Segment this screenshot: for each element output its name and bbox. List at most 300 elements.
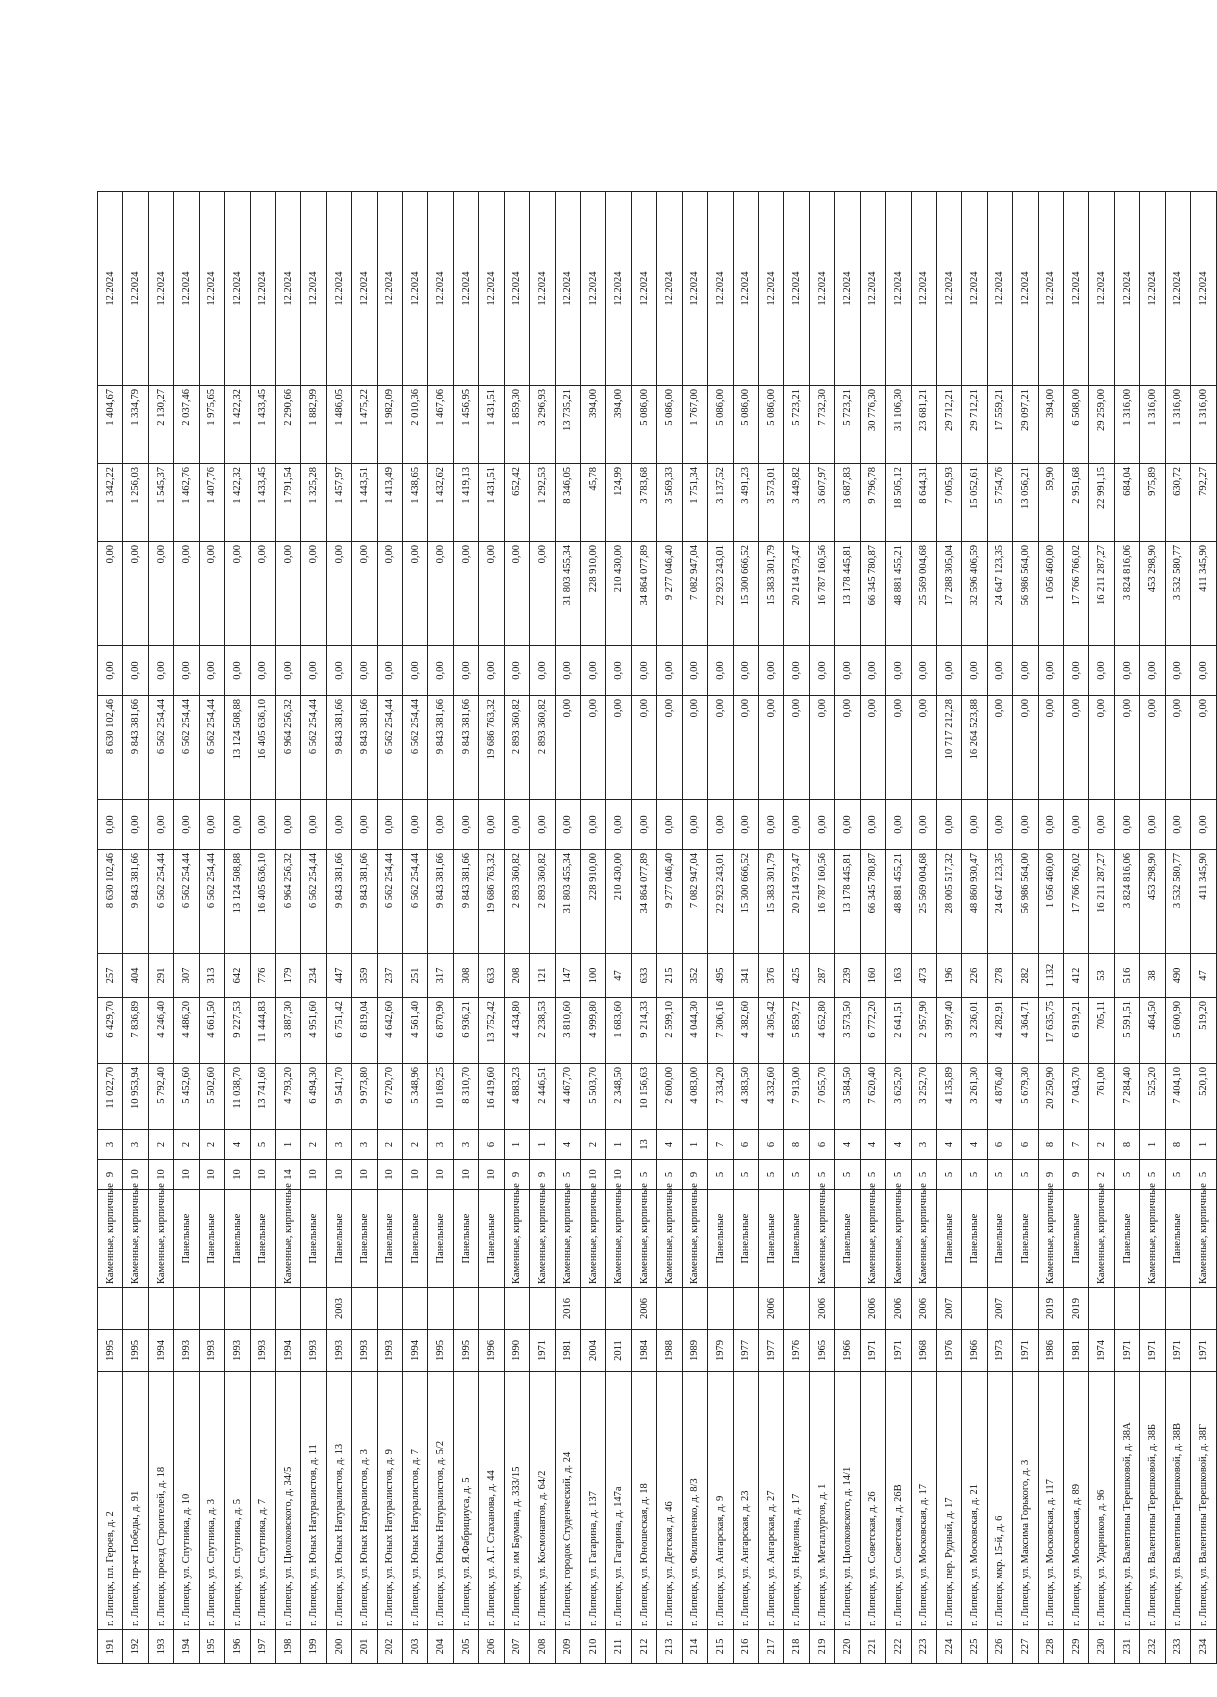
table-row: [1064, 192, 1089, 1664]
cell-total-area: 3 252,70: [911, 1064, 936, 1130]
cell-address: г. Липецк, ул. Филипченко, д. 8/3: [682, 1372, 707, 1630]
cell-year-built: 1993: [225, 1330, 250, 1372]
cell-year-built: 1994: [275, 1330, 300, 1372]
cell-cost-d: 3 824 816,06: [1114, 542, 1139, 646]
cell-num: 230: [1089, 1630, 1114, 1664]
cell-total-area: 6 494,30: [301, 1064, 326, 1130]
cell-spec-cost: 684,04: [1114, 464, 1139, 542]
cell-living-area: 519,20: [1191, 998, 1217, 1064]
cell-total-area: 7 913,00: [784, 1064, 809, 1130]
cell-cost-d: 228 910,00: [581, 542, 606, 646]
cell-num: 225: [962, 1630, 987, 1664]
cell-wall-material: Панельные: [1165, 1190, 1190, 1288]
cell-entrances: 1: [275, 1130, 300, 1160]
cell-cost-d: 25 569 004,68: [911, 542, 936, 646]
cell-cost-b: 6 562 254,44: [301, 696, 326, 800]
cell-address: г. Липецк, мкр. 15-й, д. 6: [987, 1372, 1012, 1630]
cell-floors: 2: [1089, 1160, 1114, 1190]
cell-num: 191: [98, 1630, 123, 1664]
cell-spec-cost: 5 754,76: [987, 464, 1012, 542]
cell-cost-c: 0,00: [987, 646, 1012, 696]
cell-entrances: 2: [403, 1130, 428, 1160]
cell-entrances: 3: [326, 1130, 351, 1160]
cell-year-renovated: [301, 1288, 326, 1330]
cell-entrances: 8: [1038, 1130, 1063, 1160]
cell-cost-d: 32 596 406,59: [962, 542, 987, 646]
cell-cost-d: 20 214 973,47: [784, 542, 809, 646]
cell-cost-d: 17 288 305,04: [936, 542, 961, 646]
cell-deadline: 12.2024: [962, 192, 987, 386]
cell-living-area: 705,11: [1089, 998, 1114, 1064]
cell-address: г. Липецк, ул. Циолковского, д. 14/1: [835, 1372, 860, 1630]
cell-wall-material: Панельные: [962, 1190, 987, 1288]
cell-entrances: 2: [199, 1130, 224, 1160]
cell-cost-d: 66 345 780,87: [860, 542, 885, 646]
cell-cost-a: 0,00: [275, 800, 300, 850]
cell-wall-material: Каменные, кирпичные: [1140, 1190, 1165, 1288]
table-row: [301, 192, 326, 1664]
cell-year-renovated: [148, 1288, 173, 1330]
cell-entrances: 3: [453, 1130, 478, 1160]
cell-total-area: 4 793,20: [275, 1064, 300, 1130]
cell-wall-material: Каменные, кирпичные: [860, 1190, 885, 1288]
cell-max-cost: 29 712,21: [936, 386, 961, 464]
cell-residents: 516: [1114, 954, 1139, 998]
cell-cost-c: 0,00: [1165, 646, 1190, 696]
cell-entrances: 3: [911, 1130, 936, 1160]
cell-floors: 5: [784, 1160, 809, 1190]
cell-num: 214: [682, 1630, 707, 1664]
cell-address: г. Липецк, ул. Московская, д. 117: [1038, 1372, 1063, 1630]
cell-entrances: 8: [1114, 1130, 1139, 1160]
cell-cost-total: 20 214 973,47: [784, 850, 809, 954]
cell-total-area: 4 332,60: [758, 1064, 783, 1130]
table-row: [377, 192, 402, 1664]
cell-deadline: 12.2024: [1191, 192, 1217, 386]
table-row: [708, 192, 733, 1664]
table-row: [835, 192, 860, 1664]
cell-num: 229: [1064, 1630, 1089, 1664]
cell-cost-c: 0,00: [1064, 646, 1089, 696]
cell-num: 231: [1114, 1630, 1139, 1664]
cell-floors: 10: [326, 1160, 351, 1190]
table-row: [199, 192, 224, 1664]
cell-living-area: 6 429,70: [98, 998, 123, 1064]
cell-cost-total: 2 893 360,82: [504, 850, 529, 954]
cell-year-built: 1989: [682, 1330, 707, 1372]
cell-floors: 5: [860, 1160, 885, 1190]
cell-year-renovated: [733, 1288, 758, 1330]
cell-cost-a: 0,00: [987, 800, 1012, 850]
cell-spec-cost: 9 796,78: [860, 464, 885, 542]
cell-residents: 226: [962, 954, 987, 998]
cell-floors: 14: [275, 1160, 300, 1190]
cell-cost-a: 0,00: [784, 800, 809, 850]
cell-year-built: 1993: [301, 1330, 326, 1372]
cell-floors: 10: [453, 1160, 478, 1190]
cell-deadline: 12.2024: [301, 192, 326, 386]
cell-deadline: 12.2024: [174, 192, 199, 386]
cell-entrances: 3: [123, 1130, 148, 1160]
cell-total-area: 761,00: [1089, 1064, 1114, 1130]
cell-address: г. Липецк, ул. Юных Натуралистов, д. 9: [377, 1372, 402, 1630]
cell-cost-total: 2 893 360,82: [530, 850, 555, 954]
cell-cost-b: 0,00: [1038, 696, 1063, 800]
cell-cost-total: 9 843 381,66: [352, 850, 377, 954]
cell-deadline: 12.2024: [784, 192, 809, 386]
cell-cost-d: 0,00: [530, 542, 555, 646]
cell-total-area: 4 383,50: [733, 1064, 758, 1130]
cell-cost-b: 9 843 381,66: [428, 696, 453, 800]
cell-entrances: 2: [581, 1130, 606, 1160]
cell-address: г. Липецк, ул. Валентины Терешковой, д. 38Б: [1140, 1372, 1165, 1630]
cell-floors: 10: [377, 1160, 402, 1190]
cell-cost-d: 0,00: [403, 542, 428, 646]
cell-residents: 412: [1064, 954, 1089, 998]
cell-num: 215: [708, 1630, 733, 1664]
cell-address: г. Липецк, ул. Валентины Терешковой, д. 38А: [1114, 1372, 1139, 1630]
cell-floors: 5: [1140, 1160, 1165, 1190]
cell-max-cost: 31 106,30: [886, 386, 911, 464]
cell-wall-material: Панельные: [987, 1190, 1012, 1288]
cell-max-cost: 23 681,21: [911, 386, 936, 464]
cell-year-built: 1996: [479, 1330, 504, 1372]
cell-living-area: 2 599,10: [657, 998, 682, 1064]
cell-cost-d: 13 178 445,81: [835, 542, 860, 646]
cell-residents: 282: [1013, 954, 1038, 998]
cell-cost-total: 19 686 763,32: [479, 850, 504, 954]
table-row: [403, 192, 428, 1664]
table-row: [123, 192, 148, 1664]
cell-cost-b: 0,00: [809, 696, 834, 800]
cell-cost-a: 0,00: [225, 800, 250, 850]
cell-wall-material: Каменные, кирпичные: [123, 1190, 148, 1288]
cell-spec-cost: 792,27: [1191, 464, 1217, 542]
cell-num: 228: [1038, 1630, 1063, 1664]
cell-total-area: 5 348,96: [403, 1064, 428, 1130]
cell-cost-d: 0,00: [225, 542, 250, 646]
table-row: [733, 192, 758, 1664]
cell-deadline: 12.2024: [987, 192, 1012, 386]
cell-entrances: 1: [606, 1130, 631, 1160]
cell-wall-material: Панельные: [479, 1190, 504, 1288]
cell-deadline: 12.2024: [148, 192, 173, 386]
cell-cost-c: 0,00: [301, 646, 326, 696]
cell-cost-c: 0,00: [784, 646, 809, 696]
cell-cost-total: 22 923 243,01: [708, 850, 733, 954]
cell-residents: 404: [123, 954, 148, 998]
cell-cost-a: 0,00: [1064, 800, 1089, 850]
cell-year-renovated: [504, 1288, 529, 1330]
cell-floors: 5: [631, 1160, 656, 1190]
cell-cost-a: 0,00: [758, 800, 783, 850]
cell-total-area: 8 310,70: [453, 1064, 478, 1130]
cell-deadline: 12.2024: [326, 192, 351, 386]
cell-floors: 5: [733, 1160, 758, 1190]
cell-cost-total: 16 405 636,10: [250, 850, 275, 954]
cell-max-cost: 394,00: [606, 386, 631, 464]
cell-year-built: 1993: [250, 1330, 275, 1372]
cell-cost-total: 6 562 254,44: [174, 850, 199, 954]
cell-address: г. Липецк, ул. Ангарская, д. 27: [758, 1372, 783, 1630]
table-row: [250, 192, 275, 1664]
cell-year-renovated: 2006: [911, 1288, 936, 1330]
cell-year-built: 1979: [708, 1330, 733, 1372]
table-row: [352, 192, 377, 1664]
cell-residents: 287: [809, 954, 834, 998]
cell-cost-a: 0,00: [606, 800, 631, 850]
cell-living-area: 5 600,90: [1165, 998, 1190, 1064]
cell-year-built: 1971: [1140, 1330, 1165, 1372]
cell-total-area: 520,10: [1191, 1064, 1217, 1130]
cell-num: 198: [275, 1630, 300, 1664]
cell-year-renovated: 2006: [631, 1288, 656, 1330]
cell-floors: 5: [1013, 1160, 1038, 1190]
cell-cost-c: 0,00: [1114, 646, 1139, 696]
cell-living-area: 1 683,60: [606, 998, 631, 1064]
cell-total-area: 4 883,23: [504, 1064, 529, 1130]
cell-entrances: 3: [352, 1130, 377, 1160]
cell-living-area: 2 641,51: [886, 998, 911, 1064]
cell-cost-a: 0,00: [377, 800, 402, 850]
cell-cost-c: 0,00: [758, 646, 783, 696]
cell-cost-d: 0,00: [453, 542, 478, 646]
cell-floors: 10: [250, 1160, 275, 1190]
cell-cost-c: 0,00: [174, 646, 199, 696]
cell-cost-b: 0,00: [631, 696, 656, 800]
cell-num: 199: [301, 1630, 326, 1664]
cell-entrances: 6: [479, 1130, 504, 1160]
cell-spec-cost: 1 438,65: [403, 464, 428, 542]
cell-year-renovated: [1114, 1288, 1139, 1330]
cell-total-area: 10 156,63: [631, 1064, 656, 1130]
cell-deadline: 12.2024: [682, 192, 707, 386]
cell-cost-c: 0,00: [809, 646, 834, 696]
cell-cost-d: 16 787 160,56: [809, 542, 834, 646]
cell-cost-c: 0,00: [1013, 646, 1038, 696]
cell-cost-a: 0,00: [657, 800, 682, 850]
cell-living-area: 5 859,72: [784, 998, 809, 1064]
cell-year-built: 1994: [148, 1330, 173, 1372]
cell-wall-material: Каменные, кирпичные: [1191, 1190, 1217, 1288]
cell-entrances: 6: [809, 1130, 834, 1160]
cell-max-cost: 1 882,99: [301, 386, 326, 464]
cell-total-area: 2 348,50: [606, 1064, 631, 1130]
cell-total-area: 20 250,90: [1038, 1064, 1063, 1130]
cell-cost-total: 17 766 766,02: [1064, 850, 1089, 954]
cell-cost-total: 453 298,90: [1140, 850, 1165, 954]
table-row: [479, 192, 504, 1664]
cell-address: г. Липецк, ул. Гагарина, д. 137: [581, 1372, 606, 1630]
cell-wall-material: Панельные: [199, 1190, 224, 1288]
cell-floors: 9: [1064, 1160, 1089, 1190]
cell-year-built: 1971: [530, 1330, 555, 1372]
cell-year-renovated: [1191, 1288, 1217, 1330]
cell-year-built: 1971: [1013, 1330, 1038, 1372]
cell-wall-material: Каменные, кирпичные: [148, 1190, 173, 1288]
cell-cost-a: 0,00: [886, 800, 911, 850]
cell-max-cost: 6 508,00: [1064, 386, 1089, 464]
cell-cost-a: 0,00: [1140, 800, 1165, 850]
cell-living-area: 3 887,30: [275, 998, 300, 1064]
cell-address: г. Липецк, ул. Металлургов, д. 1: [809, 1372, 834, 1630]
cell-num: 209: [555, 1630, 580, 1664]
cell-cost-total: 3 532 580,77: [1165, 850, 1190, 954]
cell-year-renovated: 2006: [860, 1288, 885, 1330]
cell-cost-a: 0,00: [453, 800, 478, 850]
cell-num: 220: [835, 1630, 860, 1664]
cell-num: 207: [504, 1630, 529, 1664]
cell-spec-cost: 3 607,97: [809, 464, 834, 542]
cell-wall-material: Каменные, кирпичные: [606, 1190, 631, 1288]
cell-max-cost: 30 776,30: [860, 386, 885, 464]
cell-max-cost: 1 316,00: [1191, 386, 1217, 464]
cell-year-built: 1965: [809, 1330, 834, 1372]
cell-num: 208: [530, 1630, 555, 1664]
cell-living-area: 464,50: [1140, 998, 1165, 1064]
cell-num: 224: [936, 1630, 961, 1664]
cell-max-cost: 1 316,00: [1165, 386, 1190, 464]
cell-address: г. Липецк, пер. Рудный, д. 17: [936, 1372, 961, 1630]
cell-cost-b: 6 562 254,44: [377, 696, 402, 800]
cell-living-area: 7 836,89: [123, 998, 148, 1064]
cell-residents: 53: [1089, 954, 1114, 998]
cell-cost-a: 0,00: [631, 800, 656, 850]
cell-total-area: 5 503,70: [581, 1064, 606, 1130]
cell-cost-a: 0,00: [708, 800, 733, 850]
cell-floors: 10: [199, 1160, 224, 1190]
cell-living-area: 17 635,75: [1038, 998, 1063, 1064]
cell-floors: 10: [403, 1160, 428, 1190]
cell-spec-cost: 1 292,53: [530, 464, 555, 542]
cell-cost-total: 411 345,90: [1191, 850, 1217, 954]
cell-year-built: 1968: [911, 1330, 936, 1372]
cell-cost-total: 9 843 381,66: [428, 850, 453, 954]
cell-year-built: 1995: [453, 1330, 478, 1372]
table-row: [1089, 192, 1114, 1664]
cell-residents: 308: [453, 954, 478, 998]
cell-entrances: 4: [835, 1130, 860, 1160]
cell-deadline: 12.2024: [1140, 192, 1165, 386]
cell-wall-material: Каменные, кирпичные: [886, 1190, 911, 1288]
cell-deadline: 12.2024: [479, 192, 504, 386]
cell-cost-a: 0,00: [504, 800, 529, 850]
cell-spec-cost: 13 056,21: [1013, 464, 1038, 542]
cell-spec-cost: 1 325,28: [301, 464, 326, 542]
cell-wall-material: Каменные, кирпичные: [657, 1190, 682, 1288]
cell-residents: 208: [504, 954, 529, 998]
cell-cost-a: 0,00: [1114, 800, 1139, 850]
cell-cost-c: 0,00: [148, 646, 173, 696]
cell-cost-total: 228 910,00: [581, 850, 606, 954]
cell-cost-total: 66 345 780,87: [860, 850, 885, 954]
cell-entrances: 1: [530, 1130, 555, 1160]
table-row: [758, 192, 783, 1664]
cell-cost-a: 0,00: [936, 800, 961, 850]
cell-total-area: 9 541,70: [326, 1064, 351, 1130]
cell-deadline: 12.2024: [199, 192, 224, 386]
cell-wall-material: Каменные, кирпичные: [504, 1190, 529, 1288]
cell-residents: 425: [784, 954, 809, 998]
cell-address: г. Липецк, ул. Советская, д. 26В: [886, 1372, 911, 1630]
cell-floors: 10: [174, 1160, 199, 1190]
cell-cost-d: 0,00: [504, 542, 529, 646]
table-row: [1165, 192, 1190, 1664]
table-row: [962, 192, 987, 1664]
cell-num: 216: [733, 1630, 758, 1664]
cell-wall-material: Каменные, кирпичные: [1089, 1190, 1114, 1288]
cell-max-cost: 3 296,93: [530, 386, 555, 464]
cell-cost-c: 0,00: [250, 646, 275, 696]
table-row: [581, 192, 606, 1664]
table-row: [1038, 192, 1063, 1664]
cell-wall-material: Панельные: [403, 1190, 428, 1288]
cell-cost-c: 0,00: [1089, 646, 1114, 696]
cell-entrances: 2: [174, 1130, 199, 1160]
cell-total-area: 10 953,94: [123, 1064, 148, 1130]
housing-register-table: [97, 191, 1217, 1664]
cell-floors: 5: [936, 1160, 961, 1190]
cell-cost-d: 0,00: [148, 542, 173, 646]
cell-cost-b: 0,00: [682, 696, 707, 800]
cell-spec-cost: 1 256,03: [123, 464, 148, 542]
cell-residents: 447: [326, 954, 351, 998]
cell-cost-a: 0,00: [250, 800, 275, 850]
cell-entrances: 2: [301, 1130, 326, 1160]
cell-year-renovated: [174, 1288, 199, 1330]
table-row: [1114, 192, 1139, 1664]
cell-floors: 9: [682, 1160, 707, 1190]
cell-num: 200: [326, 1630, 351, 1664]
cell-cost-d: 0,00: [123, 542, 148, 646]
cell-deadline: 12.2024: [403, 192, 428, 386]
cell-entrances: 6: [1013, 1130, 1038, 1160]
cell-cost-a: 0,00: [98, 800, 123, 850]
cell-year-renovated: 2006: [758, 1288, 783, 1330]
cell-residents: 1 132: [1038, 954, 1063, 998]
cell-max-cost: 29 097,21: [1013, 386, 1038, 464]
cell-year-built: 1976: [936, 1330, 961, 1372]
cell-residents: 257: [98, 954, 123, 998]
cell-floors: 5: [835, 1160, 860, 1190]
cell-address: г. Липецк, ул. Детская, д. 46: [657, 1372, 682, 1630]
cell-cost-c: 0,00: [860, 646, 885, 696]
table-row: [631, 192, 656, 1664]
cell-entrances: 5: [250, 1130, 275, 1160]
cell-residents: 251: [403, 954, 428, 998]
cell-year-built: 1993: [326, 1330, 351, 1372]
cell-residents: 291: [148, 954, 173, 998]
cell-num: 218: [784, 1630, 809, 1664]
table-row: [555, 192, 580, 1664]
cell-year-renovated: [479, 1288, 504, 1330]
cell-cost-d: 22 923 243,01: [708, 542, 733, 646]
table-row: [453, 192, 478, 1664]
cell-residents: 179: [275, 954, 300, 998]
cell-year-built: 1994: [403, 1330, 428, 1372]
cell-cost-d: 0,00: [174, 542, 199, 646]
cell-living-area: 6 819,04: [352, 998, 377, 1064]
cell-spec-cost: 124,99: [606, 464, 631, 542]
cell-deadline: 12.2024: [886, 192, 911, 386]
cell-cost-d: 24 647 123,35: [987, 542, 1012, 646]
cell-deadline: 12.2024: [708, 192, 733, 386]
cell-wall-material: Панельные: [1114, 1190, 1139, 1288]
cell-max-cost: 2 130,27: [148, 386, 173, 464]
cell-wall-material: Каменные, кирпичные: [911, 1190, 936, 1288]
cell-num: 192: [123, 1630, 148, 1664]
table-row: [987, 192, 1012, 1664]
